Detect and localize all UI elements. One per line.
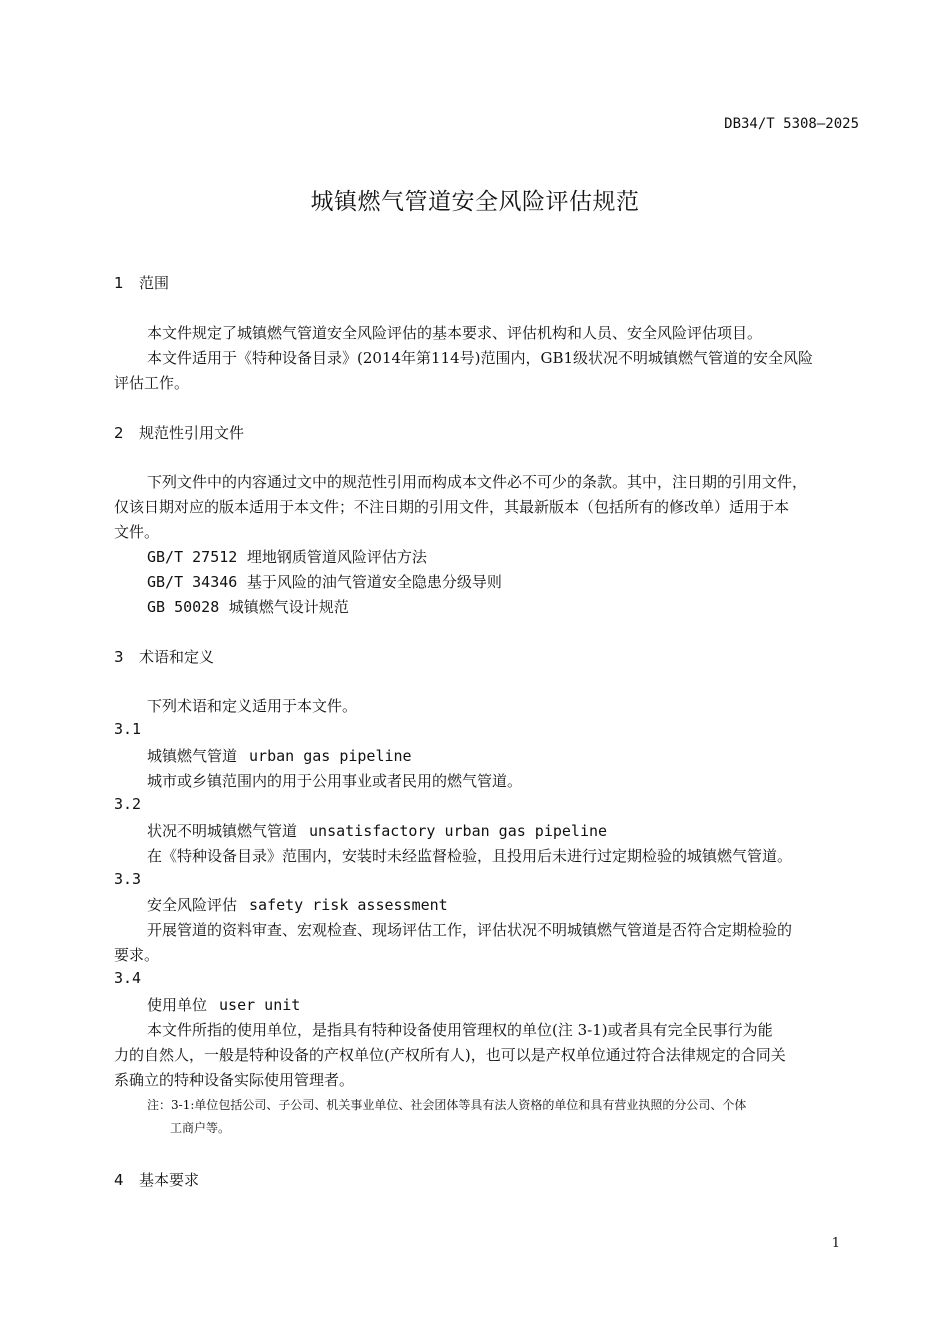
reference-item <box>147 596 349 617</box>
note-line-1: 注：3-1:单位包括公司、子公司、机关事业单位、社会团体等具有法人资格的单位和具有营业执照的分公司、个体 <box>147 1098 747 1112</box>
term-definition-line-1: 本文件所指的使用单位，是指具有特种设备使用管理权的单位(注 3-1)或者具有完全民事行为能 <box>147 1021 773 1039</box>
section-number: 3 <box>114 648 124 666</box>
section-title: 规范性引用文件 <box>139 424 245 442</box>
reference-item <box>147 571 502 592</box>
scope-paragraph-2-line-1: 本文件适用于《特种设备目录》(2014年第114号)范围内，GB1级状况不明城镇燃气管道的安全风险 <box>147 349 814 367</box>
reference-name: 城镇燃气设计规范 <box>228 598 349 616</box>
reference-code: GB 50028 <box>147 598 220 616</box>
section-title: 范围 <box>139 274 170 292</box>
section-title: 基本要求 <box>139 1171 200 1189</box>
term-en: urban gas pipeline <box>249 747 412 765</box>
section-title: 术语和定义 <box>139 648 215 666</box>
term-definition-line-3: 系确立的特种设备实际使用管理者。 <box>114 1071 355 1089</box>
term-number: 3.1 <box>114 720 142 738</box>
document-title: 城镇燃气管道安全风险评估规范 <box>310 189 640 215</box>
reference-item <box>147 546 427 567</box>
section-heading-2 <box>114 422 244 443</box>
reference-name: 埋地钢质管道风险评估方法 <box>246 548 427 566</box>
document-number: DB34/T 5308—2025 <box>724 116 859 132</box>
term-zh: 城镇燃气管道 <box>147 747 238 765</box>
reference-name: 基于风险的油气管道安全隐患分级导则 <box>246 573 502 591</box>
section-heading-4 <box>114 1169 199 1190</box>
term-zh: 状况不明城镇燃气管道 <box>147 822 298 840</box>
term-heading <box>147 994 300 1015</box>
section-number: 4 <box>114 1171 124 1189</box>
term-definition: 在《特种设备目录》范围内，安装时未经监督检验，且投用后未进行过定期检验的城镇燃气管道。 <box>147 847 793 865</box>
term-heading <box>147 745 412 766</box>
term-zh: 安全风险评估 <box>147 896 238 914</box>
term-number: 3.4 <box>114 969 142 987</box>
term-heading <box>147 820 607 841</box>
reference-code: GB/T 27512 <box>147 548 238 566</box>
term-en: unsatisfactory urban gas pipeline <box>309 822 608 840</box>
term-en: safety risk assessment <box>249 896 448 914</box>
references-intro-line-1: 下列文件中的内容通过文中的规范性引用而构成本文件必不可少的条款。其中，注日期的引用文件， <box>147 473 808 491</box>
section-number: 1 <box>114 274 124 292</box>
term-number: 3.3 <box>114 870 142 888</box>
references-intro-line-3: 文件。 <box>114 523 160 541</box>
term-definition-line-2: 要求。 <box>114 946 160 964</box>
term-definition-line-2: 力的自然人，一般是特种设备的产权单位(产权所有人)，也可以是产权单位通过符合法律规定的合同关 <box>114 1046 786 1064</box>
term-en: user unit <box>219 996 301 1014</box>
term-definition: 城市或乡镇范围内的用于公用事业或者民用的燃气管道。 <box>147 772 523 790</box>
terms-intro: 下列术语和定义适用于本文件。 <box>147 697 358 715</box>
term-heading <box>147 894 448 915</box>
note-line-2: 工商户等。 <box>170 1121 231 1135</box>
references-intro-line-2: 仅该日期对应的版本适用于本文件；不注日期的引用文件，其最新版本（包括所有的修改单）适用于本 <box>114 498 790 516</box>
scope-paragraph-1: 本文件规定了城镇燃气管道安全风险评估的基本要求、评估机构和人员、安全风险评估项目。 <box>147 324 763 342</box>
term-number: 3.2 <box>114 795 142 813</box>
reference-code: GB/T 34346 <box>147 573 238 591</box>
term-definition-line-1: 开展管道的资料审查、宏观检查、现场评估工作，评估状况不明城镇燃气管道是否符合定期检验的 <box>147 921 793 939</box>
term-zh: 使用单位 <box>147 996 208 1014</box>
section-heading-3 <box>114 646 214 667</box>
scope-paragraph-2-line-2: 评估工作。 <box>114 374 190 392</box>
section-heading-1 <box>114 272 169 293</box>
page-number: 1 <box>831 1236 840 1251</box>
section-number: 2 <box>114 424 124 442</box>
